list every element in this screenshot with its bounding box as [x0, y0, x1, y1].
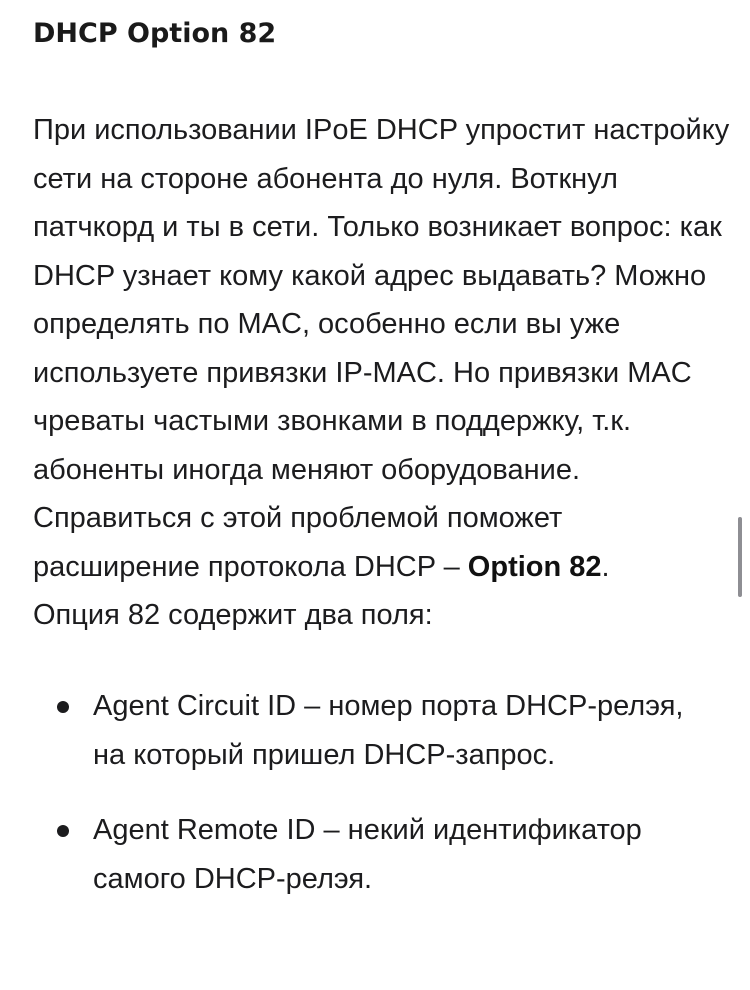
option-fields-list [33, 682, 723, 930]
paragraph-period: . [601, 550, 610, 583]
bullet-icon [57, 701, 69, 713]
list-item-text: Agent Remote ID – некий идентификатор самого DHCP-релэя. [93, 814, 642, 895]
list-item [33, 682, 723, 779]
article-paragraph [33, 106, 733, 640]
option-82-term: Option 82 [467, 550, 602, 583]
paragraph-text: При использовании IPoE DHCP упростит настройку сети на стороне абонента до нуля. Воткнул патчкорд и ты в сети. Только возникает вопрос: как DHCP узнает кому какой адрес выдавать? Можно определять по MAC, особенно если вы уже используете привязки IP-MAC. Но привязки MAC чреваты частыми звонками в поддержку, т.к. абоненты иногда меняют оборудование. Справиться с этой проблемой поможет расширение протокола DHCP – [33, 114, 730, 583]
article-heading: DHCP Option 82 [33, 18, 277, 49]
list-item-text: Agent Circuit ID – номер порта DHCP-релэя, на который пришел DHCP-запрос. [93, 690, 684, 771]
scrollbar[interactable] [738, 517, 742, 597]
bullet-icon [57, 825, 69, 837]
list-item [33, 806, 723, 903]
fields-intro: Опция 82 содержит два поля: [33, 599, 433, 631]
